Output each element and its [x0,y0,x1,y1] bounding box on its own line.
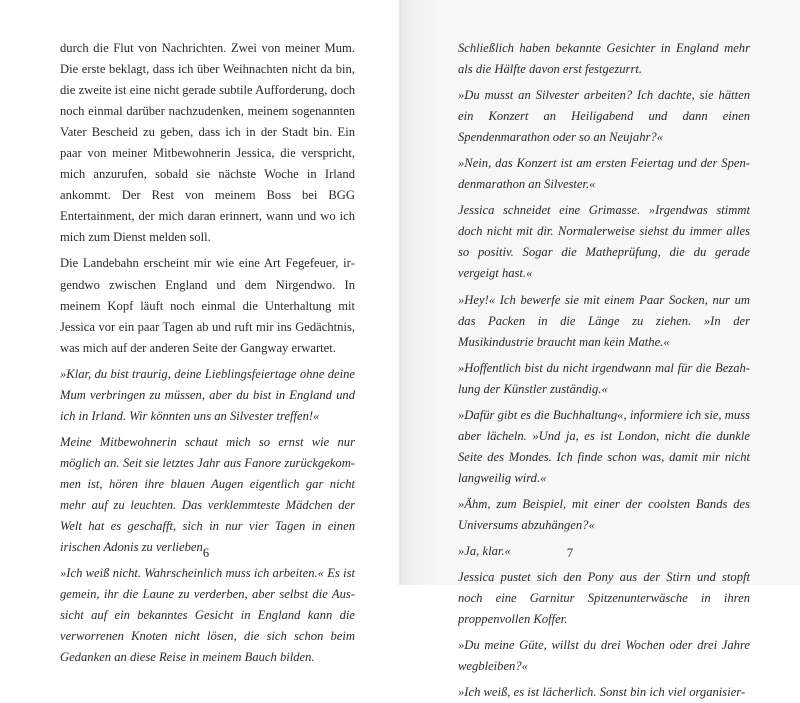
paragraph: Meine Mitbewohnerin schaut mich so ernst wie nur möglich an. Seit sie letztes Jahr aus Fanore zurückgekommen ist, hören ihre blauen Augen eigentlich gar nicht mehr auf zu leuchten. Das verklemmteste Mädchen der Welt hat es geschafft, sich in nur vier Tagen in einen irischen Adonis zu verlieben. [60,434,355,555]
paragraph: Die Landebahn erscheint mir wie eine Art Fegefeuer, irgendwo zwischen England und dem Nirgendwo. In meinem Kopf läuft noch einmal die Unterhaltung mit Jessica vor ein paar Tagen ab und ruft mir ins Gedächtnis, was mich auf der anderen Seite der Gangway erwartet. [60,256,355,355]
paragraph: »Hoffentlich bist du nicht irgendwann mal für die Bezahlung der Künstler zuständig.« [458,360,750,396]
paragraph: »Ich weiß nicht. Wahrscheinlich muss ich arbeiten.« Es ist gemein, ihr die Laune zu verderben, aber selbst die Aussicht auf ein bekanntes Gesicht in England kann die verworrenen Knoten nicht lösen, die sich schon beim Gedanken an diese Reise in meinem Bauch bilden. [60,566,355,665]
paragraph: »Ja, klar.« [458,544,511,559]
paragraph: »Klar, du bist traurig, deine Lieblingsfeiertage ohne deine Mum verbringen zu müssen, aber du bist in England und ich in Irland. Wir könnten uns an Silvester treffen!« [60,366,355,423]
paragraph: »Dafür gibt es die Buchhaltung«, informiere ich sie, muss aber lächeln. »Und ja, es ist London, nicht die dunkle Seite des Mondes. Ich finde schon was, damit mir nicht langweilig wird.« [458,407,750,485]
paragraph: »Du meine Güte, willst du drei Wochen oder drei Jahre wegbleiben?« [458,638,750,674]
paragraph: durch die Flut von Nachrichten. Zwei von meiner Mum. Die erste beklagt, dass ich über Weihnachten nicht da bin, die zweite ist eine nicht gerade subtile Aufforderung, doch noch einmal darüber nachzudenken, meinem sogenannten Vater Bescheid zu geben, dass ich in der Stadt bin. Ein paar von meiner Mitbewohnerin Jessica, die verspricht, mich anzurufen, sobald sie nächste Woche in Irland ankommt. Der Rest von meinem Boss bei BGG Entertainment, der mich daran erinnert, wann und wo ich mich zum Dienst melden soll. [60,41,355,245]
paragraph: »Hey!« Ich bewerfe sie mit einem Paar Socken, nur um das Packen in die Länge zu ziehen. »In der Musikindustrie braucht man kein Mathe.« [458,292,750,349]
paragraph: »Du musst an Silvester arbeiten? Ich dachte, sie hätten ein Konzert an Heiligabend und dann einen Spendenmarathon oder so an Neujahr?« [458,88,750,145]
paragraph: Jessica pustet sich den Pony aus der Stirn und stopft noch eine Garnitur Spitzenunterwäsche in ihren proppenvollen Koffer. [458,570,750,627]
paragraph: Schließlich haben bekannte Gesichter in England mehr als die Hälfte davon erst festgezurrt. [458,41,750,77]
paragraph: »Ähm, zum Beispiel, mit einer der coolsten Bands des Universums abzuhängen?« [458,496,750,532]
left-page [0,0,400,665]
page-number: 7 [566,546,574,560]
paragraph: »Ich weiß, es ist lächerlich. Sonst bin ich viel organisier- [458,685,746,700]
page-number: 6 [202,546,210,560]
paragraph: »Nein, das Konzert ist am ersten Feiertag und der Spendenmarathon an Silvester.« [458,156,750,192]
left-page-text [60,38,355,668]
right-page [400,0,800,700]
book-gutter [398,0,401,585]
right-page-text [458,38,750,703]
paragraph: Jessica schneidet eine Grimasse. »Irgendwas stimmt doch nicht mit dir. Normalerweise siehst du immer alles so positiv. Sogar die Matheprüfung, die du gerade vergeigt hast.« [458,203,750,281]
